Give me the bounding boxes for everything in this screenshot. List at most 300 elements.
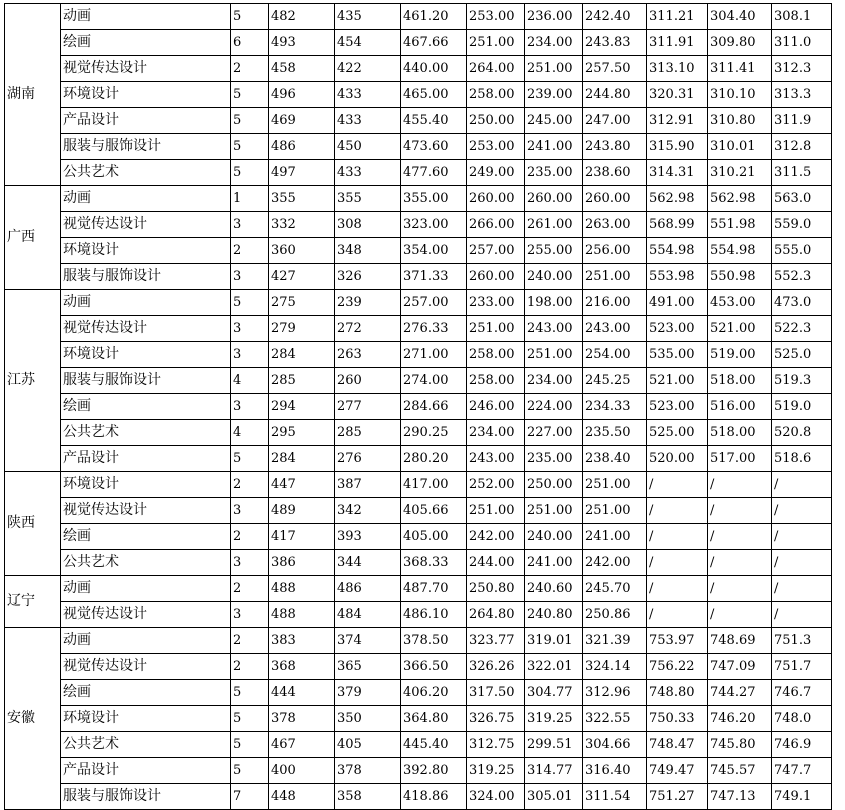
value-cell: 255.00 (525, 238, 583, 264)
value-cell: 489 (269, 498, 335, 524)
value-cell: 310.80 (708, 108, 772, 134)
value-cell: 400 (269, 758, 335, 784)
value-cell: 427 (269, 264, 335, 290)
value-cell: 364.80 (401, 706, 467, 732)
value-cell: 417.00 (401, 472, 467, 498)
value-cell: 260 (335, 368, 401, 394)
value-cell: 433 (335, 82, 401, 108)
value-cell: 276.33 (401, 316, 467, 342)
major-cell: 视觉传达设计 (61, 602, 231, 628)
value-cell: 2 (231, 524, 269, 550)
value-cell: 378 (335, 758, 401, 784)
major-cell: 视觉传达设计 (61, 212, 231, 238)
value-cell: 258.00 (467, 82, 525, 108)
value-cell: 746.7 (772, 680, 832, 706)
value-cell: 5 (231, 290, 269, 316)
table-row (5, 30, 832, 56)
value-cell: 748.0 (772, 706, 832, 732)
value-cell: 310.01 (708, 134, 772, 160)
value-cell: 249.00 (467, 160, 525, 186)
value-cell: 366.50 (401, 654, 467, 680)
value-cell: 744.27 (708, 680, 772, 706)
table-row (5, 732, 832, 758)
value-cell: 251.00 (467, 30, 525, 56)
value-cell: 371.33 (401, 264, 467, 290)
table-row (5, 290, 832, 316)
value-cell: 3 (231, 550, 269, 576)
value-cell: 525.0 (772, 342, 832, 368)
major-cell: 绘画 (61, 30, 231, 56)
value-cell: 234.00 (525, 30, 583, 56)
major-cell: 动画 (61, 628, 231, 654)
major-cell: 绘画 (61, 394, 231, 420)
value-cell: 261.00 (525, 212, 583, 238)
value-cell: 322.01 (525, 654, 583, 680)
value-cell: 518.00 (708, 420, 772, 446)
value-cell: 433 (335, 108, 401, 134)
major-cell: 视觉传达设计 (61, 56, 231, 82)
table-row (5, 212, 832, 238)
value-cell: 243.83 (583, 30, 647, 56)
value-cell: 251.00 (583, 498, 647, 524)
value-cell: 435 (335, 4, 401, 30)
value-cell: 257.00 (401, 290, 467, 316)
table-row (5, 56, 832, 82)
value-cell: 525.00 (647, 420, 708, 446)
value-cell: 746.9 (772, 732, 832, 758)
value-cell: 257.00 (467, 238, 525, 264)
value-cell: 250.00 (467, 108, 525, 134)
major-cell: 产品设计 (61, 758, 231, 784)
table-row (5, 160, 832, 186)
value-cell: / (647, 472, 708, 498)
table-row (5, 446, 832, 472)
value-cell: 266.00 (467, 212, 525, 238)
province-cell: 广西 (5, 186, 61, 290)
value-cell: 243.00 (583, 316, 647, 342)
value-cell: 517.00 (708, 446, 772, 472)
value-cell: 374 (335, 628, 401, 654)
value-cell: 469 (269, 108, 335, 134)
value-cell: 323.00 (401, 212, 467, 238)
value-cell: 445.40 (401, 732, 467, 758)
value-cell: 312.8 (772, 134, 832, 160)
major-cell: 动画 (61, 4, 231, 30)
major-cell: 公共艺术 (61, 160, 231, 186)
value-cell: 240.80 (525, 602, 583, 628)
value-cell: 5 (231, 108, 269, 134)
value-cell: 555.0 (772, 238, 832, 264)
value-cell: 488 (269, 602, 335, 628)
value-cell: 2 (231, 238, 269, 264)
major-cell: 公共艺术 (61, 420, 231, 446)
value-cell: 332 (269, 212, 335, 238)
value-cell: 317.50 (467, 680, 525, 706)
value-cell: 250.00 (525, 472, 583, 498)
value-cell: 299.51 (525, 732, 583, 758)
value-cell: / (708, 524, 772, 550)
value-cell: 355 (335, 186, 401, 212)
value-cell: 314.31 (647, 160, 708, 186)
value-cell: 313.3 (772, 82, 832, 108)
value-cell: 521.00 (647, 368, 708, 394)
value-cell: 264.80 (467, 602, 525, 628)
value-cell: 344 (335, 550, 401, 576)
value-cell: 251.00 (583, 472, 647, 498)
value-cell: 264.00 (467, 56, 525, 82)
value-cell: 263.00 (583, 212, 647, 238)
table-row (5, 4, 832, 30)
value-cell: 276 (335, 446, 401, 472)
table-row (5, 368, 832, 394)
value-cell: 198.00 (525, 290, 583, 316)
value-cell: 477.60 (401, 160, 467, 186)
value-cell: 260.00 (467, 186, 525, 212)
value-cell: 260.00 (525, 186, 583, 212)
value-cell: 4 (231, 368, 269, 394)
value-cell: 4 (231, 420, 269, 446)
value-cell: / (772, 524, 832, 550)
value-cell: 241.00 (525, 134, 583, 160)
value-cell: 294 (269, 394, 335, 420)
value-cell: 520.8 (772, 420, 832, 446)
value-cell: 747.7 (772, 758, 832, 784)
value-cell: 518.00 (708, 368, 772, 394)
value-cell: 260.00 (583, 186, 647, 212)
value-cell: 313.10 (647, 56, 708, 82)
value-cell: 271.00 (401, 342, 467, 368)
value-cell: / (772, 602, 832, 628)
value-cell: 756.22 (647, 654, 708, 680)
value-cell: 253.00 (467, 134, 525, 160)
value-cell: 319.25 (525, 706, 583, 732)
table-body (5, 4, 832, 810)
major-cell: 服装与服饰设计 (61, 784, 231, 810)
value-cell: 551.98 (708, 212, 772, 238)
value-cell: 285 (335, 420, 401, 446)
major-cell: 动画 (61, 290, 231, 316)
value-cell: 239 (335, 290, 401, 316)
value-cell: 350 (335, 706, 401, 732)
value-cell: 304.77 (525, 680, 583, 706)
value-cell: / (772, 576, 832, 602)
value-cell: 519.00 (708, 342, 772, 368)
value-cell: 521.00 (708, 316, 772, 342)
value-cell: 305.01 (525, 784, 583, 810)
major-cell: 视觉传达设计 (61, 654, 231, 680)
major-cell: 绘画 (61, 524, 231, 550)
value-cell: 747.13 (708, 784, 772, 810)
value-cell: 365 (335, 654, 401, 680)
value-cell: 497 (269, 160, 335, 186)
value-cell: 312.91 (647, 108, 708, 134)
major-cell: 产品设计 (61, 108, 231, 134)
value-cell: 422 (335, 56, 401, 82)
value-cell: 454 (335, 30, 401, 56)
value-cell: 253.00 (467, 4, 525, 30)
value-cell: 277 (335, 394, 401, 420)
value-cell: 234.00 (467, 420, 525, 446)
major-cell: 动画 (61, 576, 231, 602)
value-cell: 235.50 (583, 420, 647, 446)
value-cell: 251.00 (583, 264, 647, 290)
value-cell: 250.86 (583, 602, 647, 628)
value-cell: 309.80 (708, 30, 772, 56)
value-cell: 747.09 (708, 654, 772, 680)
value-cell: / (647, 576, 708, 602)
value-cell: 550.98 (708, 264, 772, 290)
value-cell: 279 (269, 316, 335, 342)
value-cell: 378 (269, 706, 335, 732)
province-cell: 江苏 (5, 290, 61, 472)
value-cell: 5 (231, 706, 269, 732)
value-cell: 2 (231, 472, 269, 498)
table-row (5, 82, 832, 108)
value-cell: 465.00 (401, 82, 467, 108)
value-cell: 467.66 (401, 30, 467, 56)
value-cell: 360 (269, 238, 335, 264)
value-cell: 6 (231, 30, 269, 56)
value-cell: 320.31 (647, 82, 708, 108)
value-cell: 5 (231, 4, 269, 30)
value-cell: 535.00 (647, 342, 708, 368)
value-cell: 236.00 (525, 4, 583, 30)
province-cell: 安徽 (5, 628, 61, 810)
major-cell: 环境设计 (61, 342, 231, 368)
value-cell: 252.00 (467, 472, 525, 498)
value-cell: 243.80 (583, 134, 647, 160)
value-cell: 242.40 (583, 4, 647, 30)
value-cell: 235.00 (525, 160, 583, 186)
value-cell: 322.55 (583, 706, 647, 732)
value-cell: 243.00 (467, 446, 525, 472)
value-cell: 751.27 (647, 784, 708, 810)
province-cell: 湖南 (5, 4, 61, 186)
value-cell: 245.00 (525, 108, 583, 134)
value-cell: / (708, 576, 772, 602)
value-cell: 519.0 (772, 394, 832, 420)
value-cell: 244.00 (467, 550, 525, 576)
value-cell: / (708, 550, 772, 576)
value-cell: 316.40 (583, 758, 647, 784)
value-cell: 355 (269, 186, 335, 212)
value-cell: 496 (269, 82, 335, 108)
value-cell: 3 (231, 316, 269, 342)
table-row (5, 420, 832, 446)
value-cell: 554.98 (647, 238, 708, 264)
value-cell: 245.25 (583, 368, 647, 394)
table-row (5, 680, 832, 706)
table-row (5, 108, 832, 134)
value-cell: 358 (335, 784, 401, 810)
value-cell: 326 (335, 264, 401, 290)
value-cell: 250.80 (467, 576, 525, 602)
table-row (5, 576, 832, 602)
value-cell: 246.00 (467, 394, 525, 420)
value-cell: 326.26 (467, 654, 525, 680)
value-cell: 280.20 (401, 446, 467, 472)
value-cell: 406.20 (401, 680, 467, 706)
value-cell: 240.00 (525, 264, 583, 290)
value-cell: 2 (231, 654, 269, 680)
value-cell: 224.00 (525, 394, 583, 420)
value-cell: 275 (269, 290, 335, 316)
value-cell: 251.00 (525, 342, 583, 368)
table-row (5, 706, 832, 732)
value-cell: 312.75 (467, 732, 525, 758)
value-cell: 487.70 (401, 576, 467, 602)
value-cell: 378.50 (401, 628, 467, 654)
table-row (5, 134, 832, 160)
value-cell: 368 (269, 654, 335, 680)
value-cell: 3 (231, 498, 269, 524)
value-cell: 368.33 (401, 550, 467, 576)
value-cell: 319.25 (467, 758, 525, 784)
value-cell: 251.00 (467, 316, 525, 342)
value-cell: 553.98 (647, 264, 708, 290)
value-cell: 290.25 (401, 420, 467, 446)
value-cell: 484 (335, 602, 401, 628)
value-cell: 240.60 (525, 576, 583, 602)
value-cell: 746.20 (708, 706, 772, 732)
value-cell: 304.66 (583, 732, 647, 758)
value-cell: 405.00 (401, 524, 467, 550)
table-row (5, 394, 832, 420)
value-cell: 5 (231, 160, 269, 186)
value-cell: 244.80 (583, 82, 647, 108)
value-cell: 311.21 (647, 4, 708, 30)
value-cell: 751.3 (772, 628, 832, 654)
value-cell: 523.00 (647, 316, 708, 342)
value-cell: 523.00 (647, 394, 708, 420)
value-cell: 383 (269, 628, 335, 654)
value-cell: 467 (269, 732, 335, 758)
value-cell: 2 (231, 576, 269, 602)
major-cell: 环境设计 (61, 82, 231, 108)
value-cell: 243.00 (525, 316, 583, 342)
value-cell: 235.00 (525, 446, 583, 472)
value-cell: 242.00 (467, 524, 525, 550)
value-cell: 284 (269, 446, 335, 472)
value-cell: 239.00 (525, 82, 583, 108)
value-cell: 749.47 (647, 758, 708, 784)
value-cell: 5 (231, 758, 269, 784)
value-cell: 552.3 (772, 264, 832, 290)
value-cell: / (647, 524, 708, 550)
value-cell: 749.1 (772, 784, 832, 810)
value-cell: 251.00 (467, 498, 525, 524)
value-cell: 311.5 (772, 160, 832, 186)
value-cell: 387 (335, 472, 401, 498)
value-cell: 241.00 (583, 524, 647, 550)
value-cell: 473.0 (772, 290, 832, 316)
value-cell: 1 (231, 186, 269, 212)
value-cell: 405 (335, 732, 401, 758)
value-cell: 242.00 (583, 550, 647, 576)
value-cell: 310.10 (708, 82, 772, 108)
value-cell: 308 (335, 212, 401, 238)
table-row (5, 602, 832, 628)
value-cell: 272 (335, 316, 401, 342)
value-cell: 5 (231, 732, 269, 758)
value-cell: 444 (269, 680, 335, 706)
value-cell: 241.00 (525, 550, 583, 576)
value-cell: 473.60 (401, 134, 467, 160)
value-cell: 745.57 (708, 758, 772, 784)
value-cell: 482 (269, 4, 335, 30)
value-cell: 251.00 (525, 56, 583, 82)
major-cell: 公共艺术 (61, 732, 231, 758)
value-cell: 751.7 (772, 654, 832, 680)
value-cell: 233.00 (467, 290, 525, 316)
value-cell: 2 (231, 628, 269, 654)
value-cell: / (647, 602, 708, 628)
value-cell: 312.96 (583, 680, 647, 706)
major-cell: 视觉传达设计 (61, 498, 231, 524)
value-cell: 488 (269, 576, 335, 602)
value-cell: 348 (335, 238, 401, 264)
value-cell: 238.40 (583, 446, 647, 472)
value-cell: 7 (231, 784, 269, 810)
value-cell: 260.00 (467, 264, 525, 290)
value-cell: / (708, 602, 772, 628)
value-cell: 314.77 (525, 758, 583, 784)
value-cell: 748.80 (647, 680, 708, 706)
value-cell: 461.20 (401, 4, 467, 30)
value-cell: 284 (269, 342, 335, 368)
value-cell: 319.01 (525, 628, 583, 654)
value-cell: 312.3 (772, 56, 832, 82)
value-cell: 245.70 (583, 576, 647, 602)
value-cell: 324.14 (583, 654, 647, 680)
value-cell: 450 (335, 134, 401, 160)
value-cell: 516.00 (708, 394, 772, 420)
value-cell: 3 (231, 212, 269, 238)
table-row (5, 654, 832, 680)
value-cell: 453.00 (708, 290, 772, 316)
value-cell: 417 (269, 524, 335, 550)
value-cell: 562.98 (647, 186, 708, 212)
value-cell: 2 (231, 56, 269, 82)
value-cell: 5 (231, 82, 269, 108)
value-cell: 304.40 (708, 4, 772, 30)
value-cell: 311.41 (708, 56, 772, 82)
table-row (5, 550, 832, 576)
major-cell: 动画 (61, 186, 231, 212)
value-cell: 440.00 (401, 56, 467, 82)
table-row (5, 524, 832, 550)
value-cell: 458 (269, 56, 335, 82)
value-cell: / (647, 498, 708, 524)
value-cell: 5 (231, 134, 269, 160)
value-cell: 493 (269, 30, 335, 56)
table-row (5, 784, 832, 810)
value-cell: 386 (269, 550, 335, 576)
admission-scores-table (4, 3, 832, 810)
value-cell: 491.00 (647, 290, 708, 316)
table-row (5, 498, 832, 524)
value-cell: 392.80 (401, 758, 467, 784)
major-cell: 环境设计 (61, 706, 231, 732)
value-cell: 522.3 (772, 316, 832, 342)
table-row (5, 186, 832, 212)
value-cell: 562.98 (708, 186, 772, 212)
value-cell: / (772, 498, 832, 524)
value-cell: 285 (269, 368, 335, 394)
value-cell: 448 (269, 784, 335, 810)
value-cell: 748.47 (647, 732, 708, 758)
table-row (5, 342, 832, 368)
